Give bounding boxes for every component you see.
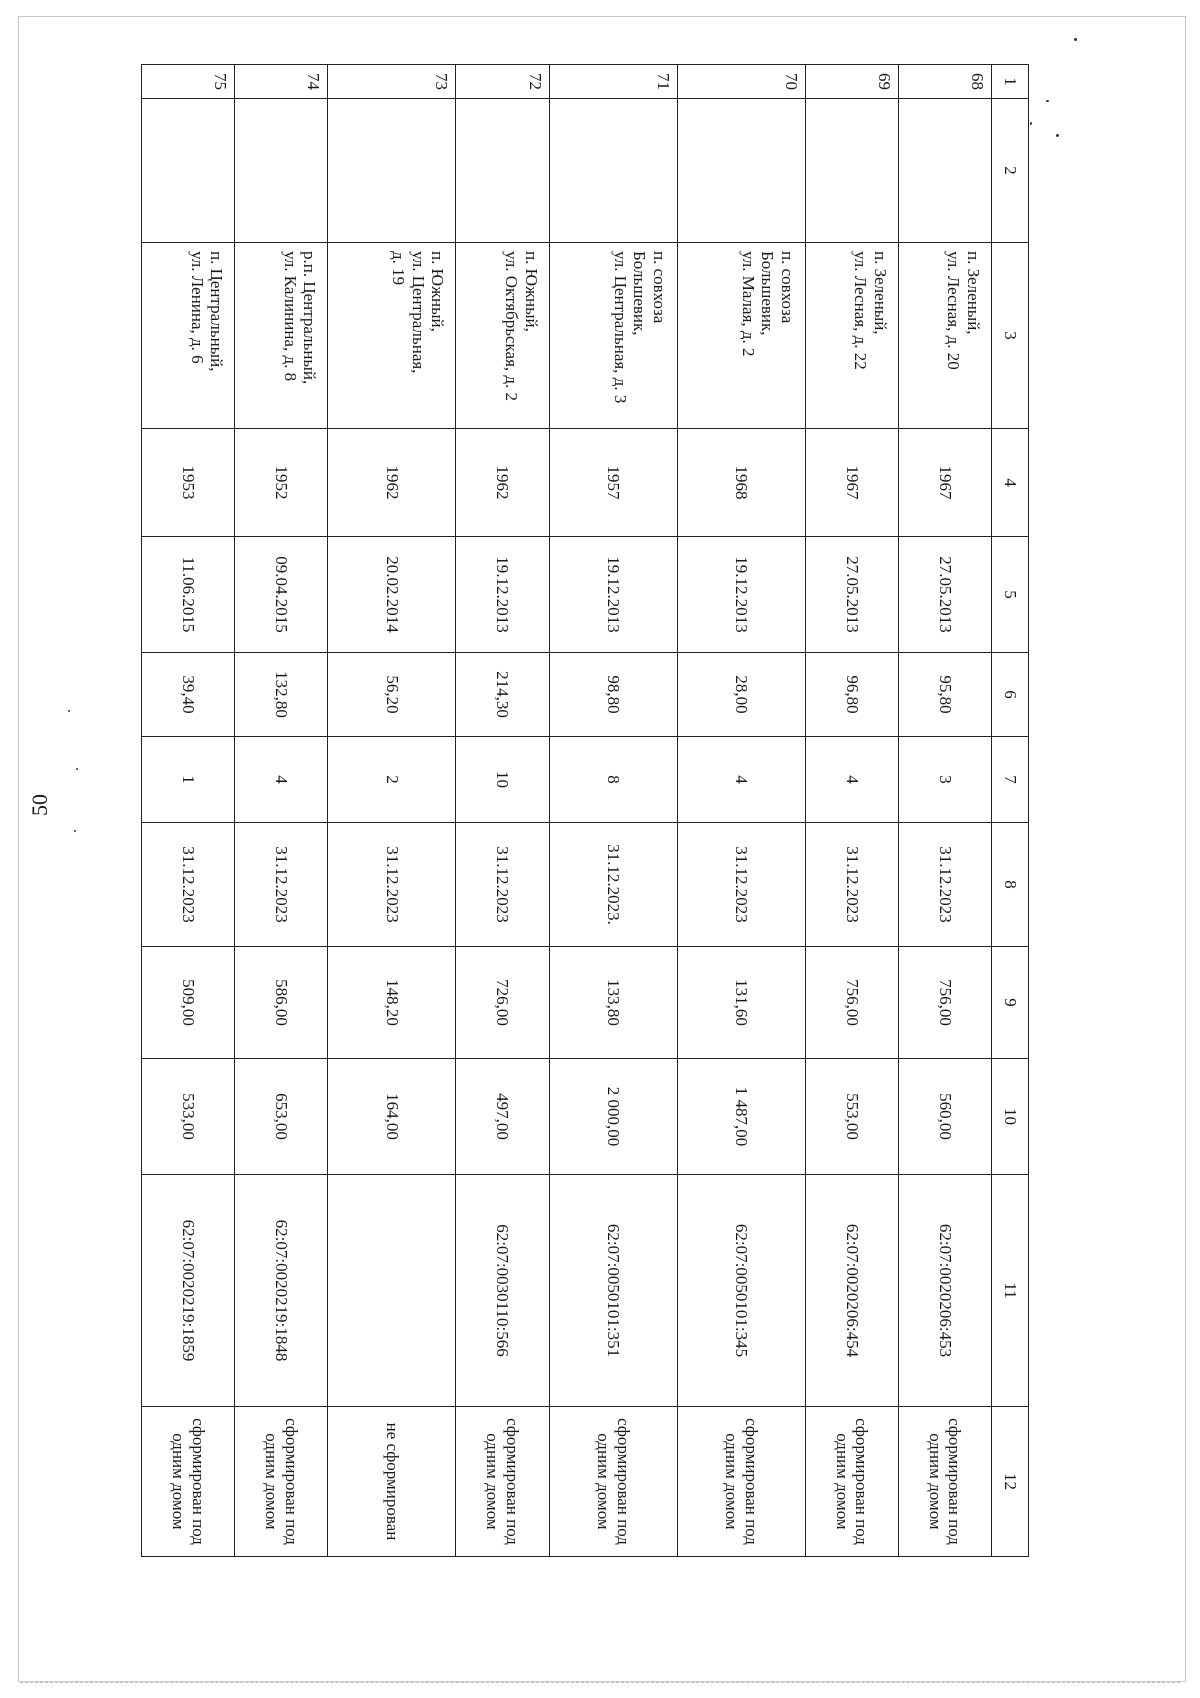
column-number: 7 [992,737,1029,823]
scan-speck [1074,38,1077,41]
row-number-cell: 75 [142,65,235,99]
date-cell: 19.12.2013 [677,537,805,653]
year-cell: 1962 [456,429,549,537]
column-number: 3 [992,243,1029,429]
table-row [328,65,456,1557]
column-2-cell [328,99,456,243]
area-cell: 98,80 [549,653,677,737]
deadline-cell: 31.12.2023 [898,823,991,947]
column-number: 10 [992,1059,1029,1175]
column-2-cell [549,99,677,243]
address-cell: п. Южный, ул. Октябрьская, д. 2 [456,243,549,429]
column-2-cell [677,99,805,243]
column-9-cell: 586,00 [235,947,328,1059]
scan-speck [76,768,78,770]
address-cell: п. Зеленый, ул. Лесная, д. 22 [805,243,898,429]
registry-table [141,64,1029,1557]
table-row [805,65,898,1557]
area-cell: 132,80 [235,653,328,737]
column-9-cell: 131,60 [677,947,805,1059]
column-10-cell: 560,00 [898,1059,991,1175]
count-cell: 8 [549,737,677,823]
row-number-cell: 68 [898,65,991,99]
count-cell: 4 [235,737,328,823]
area-cell: 96,80 [805,653,898,737]
table-row [549,65,677,1557]
column-2-cell [805,99,898,243]
column-10-cell: 533,00 [142,1059,235,1175]
table-row [898,65,991,1557]
column-number: 4 [992,429,1029,537]
date-cell: 27.05.2013 [898,537,991,653]
page-number: 50 [27,794,52,816]
date-cell: 20.02.2014 [328,537,456,653]
cadastral-number-cell: 62:07:0020219:1859 [142,1175,235,1407]
column-9-cell: 509,00 [142,947,235,1059]
year-cell: 1967 [805,429,898,537]
column-2-cell [142,99,235,243]
row-number-cell: 74 [235,65,328,99]
scan-speck [1056,134,1059,137]
plot-status-cell: сформирован под одним домом [898,1407,991,1557]
plot-status-cell: сформирован под одним домом [235,1407,328,1557]
deadline-cell: 31.12.2023 [456,823,549,947]
area-cell: 39,40 [142,653,235,737]
count-cell: 4 [677,737,805,823]
scan-speck [68,710,70,712]
column-9-cell: 756,00 [805,947,898,1059]
deadline-cell: 31.12.2023 [142,823,235,947]
column-10-cell: 2 000,00 [549,1059,677,1175]
address-cell: р.п. Центральный, ул. Калинина, д. 8 [235,243,328,429]
column-number: 8 [992,823,1029,947]
date-cell: 27.05.2013 [805,537,898,653]
date-cell: 11.06.2015 [142,537,235,653]
year-cell: 1962 [328,429,456,537]
deadline-cell: 31.12.2023 [677,823,805,947]
column-9-cell: 133,80 [549,947,677,1059]
row-number-cell: 71 [549,65,677,99]
table-row [235,65,328,1557]
column-number: 11 [992,1175,1029,1407]
column-10-cell: 653,00 [235,1059,328,1175]
table-row [677,65,805,1557]
table-row [142,65,235,1557]
area-cell: 214,30 [456,653,549,737]
column-number: 5 [992,537,1029,653]
plot-status-cell: сформирован под одним домом [549,1407,677,1557]
column-2-cell [456,99,549,243]
cadastral-number-cell: 62:07:0020206:453 [898,1175,991,1407]
column-number: 9 [992,947,1029,1059]
plot-status-cell: сформирован под одним домом [805,1407,898,1557]
year-cell: 1968 [677,429,805,537]
address-cell: п. Зеленый, ул. Лесная, д. 20 [898,243,991,429]
row-number-cell: 69 [805,65,898,99]
column-2-cell [898,99,991,243]
table-row [456,65,549,1557]
plot-status-cell: сформирован под одним домом [456,1407,549,1557]
date-cell: 19.12.2013 [549,537,677,653]
deadline-cell: 31.12.2023 [235,823,328,947]
column-number: 1 [992,65,1029,99]
cadastral-number-cell: 62:07:0050101:351 [549,1175,677,1407]
column-10-cell: 497,00 [456,1059,549,1175]
plot-status-cell: сформирован под одним домом [677,1407,805,1557]
address-cell: п. Южный, ул. Центральная, д. 19 [328,243,456,429]
area-cell: 95,80 [898,653,991,737]
column-9-cell: 148,20 [328,947,456,1059]
date-cell: 19.12.2013 [456,537,549,653]
count-cell: 10 [456,737,549,823]
cadastral-number-cell: 62:07:0020219:1848 [235,1175,328,1407]
column-number-row [992,65,1029,1557]
year-cell: 1957 [549,429,677,537]
year-cell: 1967 [898,429,991,537]
column-number: 12 [992,1407,1029,1557]
deadline-cell: 31.12.2023 [805,823,898,947]
column-2-cell [235,99,328,243]
cadastral-number-cell: 62:07:0030110:566 [456,1175,549,1407]
address-cell: п. Центральный, ул. Ленина, д. 6 [142,243,235,429]
scan-speck [74,830,76,832]
column-9-cell: 726,00 [456,947,549,1059]
date-cell: 09.04.2015 [235,537,328,653]
area-cell: 28,00 [677,653,805,737]
cadastral-number-cell: 62:07:0050101:345 [677,1175,805,1407]
deadline-cell: 31.12.2023 [328,823,456,947]
area-cell: 56,20 [328,653,456,737]
cadastral-number-cell [328,1175,456,1407]
address-cell: п. совхоза Большевик, ул. Центральная, д. 3 [549,243,677,429]
year-cell: 1953 [142,429,235,537]
row-number-cell: 73 [328,65,456,99]
count-cell: 1 [142,737,235,823]
scan-bottom-edge [20,1682,1180,1683]
deadline-cell: 31.12.2023. [549,823,677,947]
row-number-cell: 72 [456,65,549,99]
address-cell: п. совхоза Большевик, ул. Малая, д. 2 [677,243,805,429]
plot-status-cell: сформирован под одним домом [142,1407,235,1557]
year-cell: 1952 [235,429,328,537]
row-number-cell: 70 [677,65,805,99]
scan-speck [1030,122,1032,125]
plot-status-cell: не сформирован [328,1407,456,1557]
count-cell: 4 [805,737,898,823]
cadastral-number-cell: 62:07:0020206:454 [805,1175,898,1407]
scan-speck [1046,100,1049,102]
column-10-cell: 1 487,00 [677,1059,805,1175]
column-10-cell: 553,00 [805,1059,898,1175]
column-9-cell: 756,00 [898,947,991,1059]
column-number: 6 [992,653,1029,737]
table-wrapper [141,64,1029,1556]
column-10-cell: 164,00 [328,1059,456,1175]
count-cell: 2 [328,737,456,823]
column-number: 2 [992,99,1029,243]
count-cell: 3 [898,737,991,823]
